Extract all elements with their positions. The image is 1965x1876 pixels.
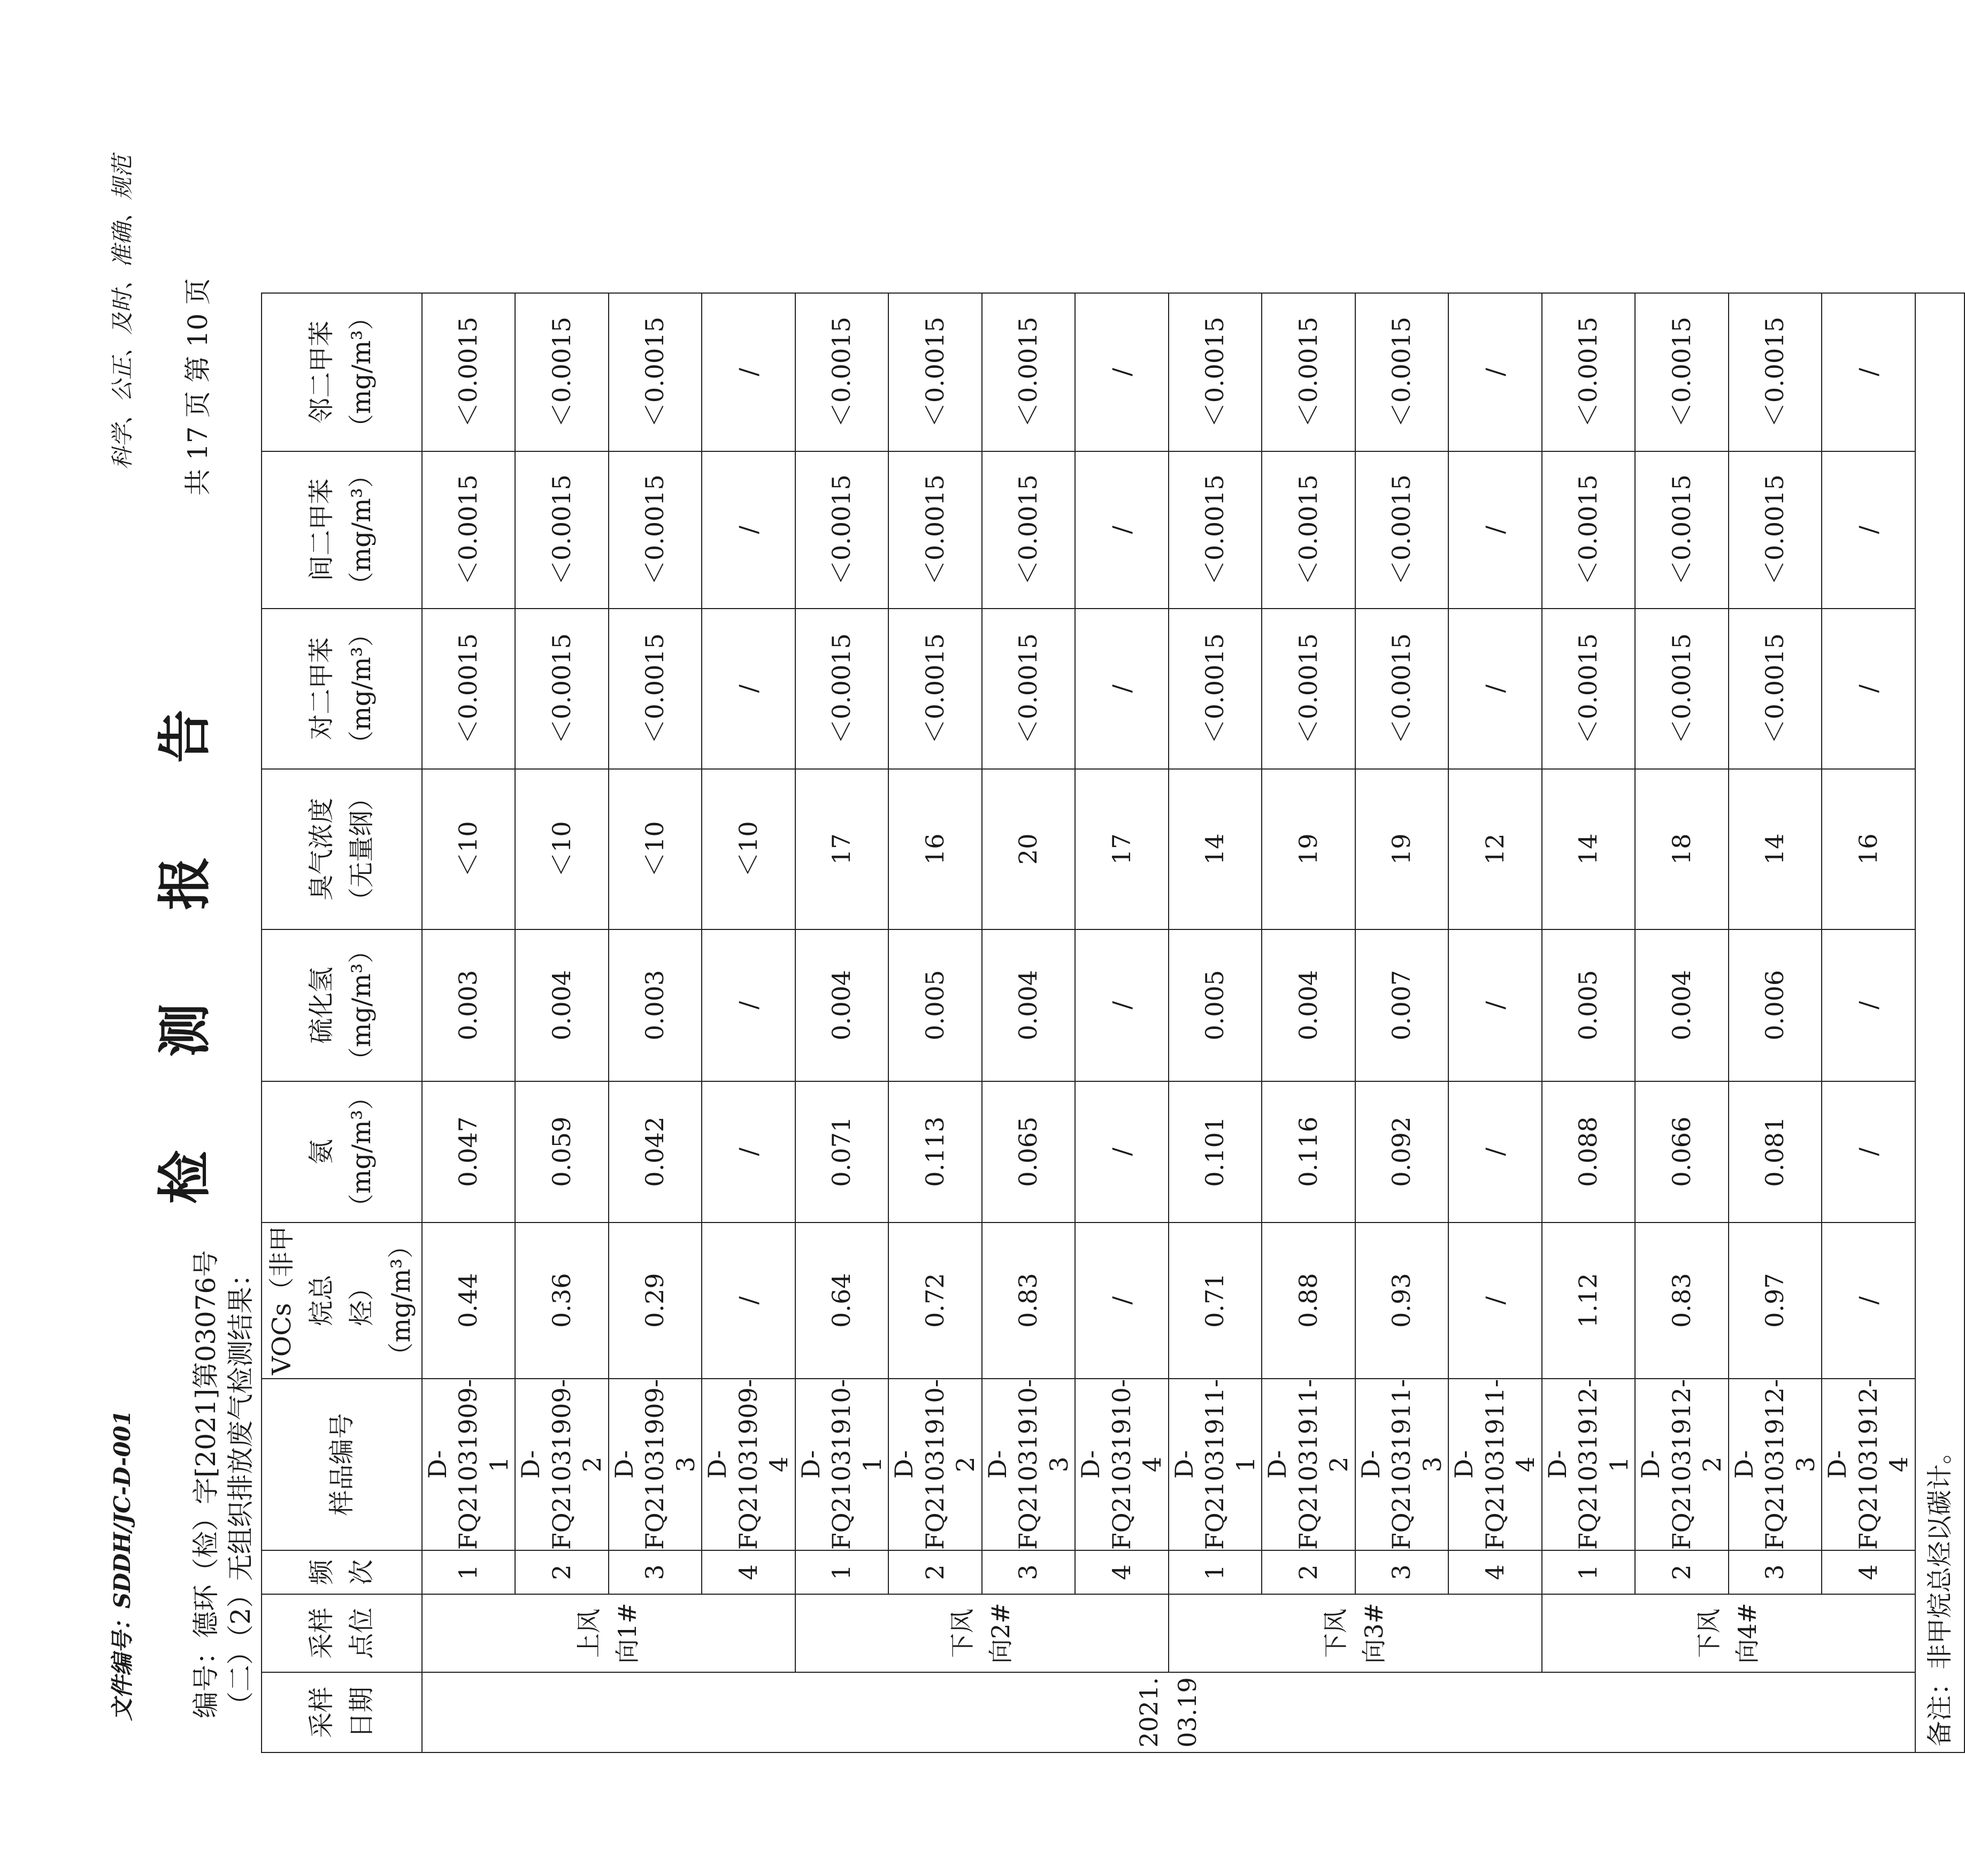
m-xylene-cell: ＜0.0015	[1729, 451, 1822, 609]
ammonia-cell: 0.066	[1635, 1081, 1729, 1223]
table-row	[1822, 293, 1915, 1752]
table-row	[1729, 293, 1822, 1752]
table-row	[1635, 293, 1729, 1752]
p-xylene-cell: ＜0.0015	[1262, 609, 1355, 769]
vocs-cell: 0.88	[1262, 1223, 1355, 1379]
ammonia-cell: 0.059	[515, 1081, 609, 1223]
page-counter: 共 17 页 第 10 页	[182, 278, 213, 496]
frequency-cell: 2	[1635, 1550, 1729, 1594]
vocs-cell: 0.83	[1635, 1223, 1729, 1379]
h2s-cell: /	[702, 929, 795, 1081]
table-row	[609, 293, 702, 1752]
sample-id-cell: D-FQ21031910-3	[982, 1379, 1076, 1550]
header-cell: 采样 日期	[262, 1672, 422, 1752]
odor-cell: 19	[1262, 769, 1355, 929]
m-xylene-cell: ＜0.0015	[515, 451, 609, 609]
frequency-cell: 2	[515, 1550, 609, 1594]
ammonia-cell: 0.081	[1729, 1081, 1822, 1223]
odor-cell: 12	[1448, 769, 1542, 929]
sample-id-cell: D-FQ21031912-1	[1542, 1379, 1636, 1550]
m-xylene-cell: ＜0.0015	[609, 451, 702, 609]
vocs-cell: 0.36	[515, 1223, 609, 1379]
frequency-cell: 1	[1542, 1550, 1636, 1594]
odor-cell: ＜10	[609, 769, 702, 929]
o-xylene-cell: ＜0.0015	[515, 293, 609, 451]
frequency-cell: 3	[1729, 1550, 1822, 1594]
ammonia-cell: 0.088	[1542, 1081, 1636, 1223]
header-cell: 氨 （mg/m³）	[262, 1081, 422, 1223]
header-cell: 邻二甲苯 （mg/m³）	[262, 293, 422, 451]
header-cell: 采样 点位	[262, 1594, 422, 1672]
vocs-cell: /	[702, 1223, 795, 1379]
vocs-cell: 1.12	[1542, 1223, 1636, 1379]
p-xylene-cell: ＜0.0015	[609, 609, 702, 769]
sampling-point-cell: 下风 向4#	[1542, 1594, 1915, 1672]
table-header-row	[262, 293, 422, 1752]
sample-id-cell: D-FQ21031911-2	[1262, 1379, 1355, 1550]
ammonia-cell: 0.116	[1262, 1081, 1355, 1223]
header-cell: 臭气浓度 （无量纲）	[262, 769, 422, 929]
o-xylene-cell: ＜0.0015	[1169, 293, 1262, 451]
sample-id-cell: D-FQ21031910-2	[888, 1379, 982, 1550]
ammonia-cell: 0.071	[795, 1081, 889, 1223]
header-cell: 硫化氢 （mg/m³）	[262, 929, 422, 1081]
sampling-point-cell: 上风 向1#	[422, 1594, 795, 1672]
odor-cell: 14	[1729, 769, 1822, 929]
vocs-cell: /	[1822, 1223, 1915, 1379]
odor-cell: 16	[1822, 769, 1915, 929]
frequency-cell: 4	[1822, 1550, 1915, 1594]
odor-cell: 17	[795, 769, 889, 929]
odor-cell: 19	[1355, 769, 1449, 929]
header-cell: 频 次	[262, 1550, 422, 1594]
sample-id-cell: D-FQ21031912-2	[1635, 1379, 1729, 1550]
frequency-cell: 4	[1075, 1550, 1169, 1594]
remark-row	[1915, 293, 1964, 1752]
sample-id-cell: D-FQ21031912-4	[1822, 1379, 1915, 1550]
table-row	[702, 293, 795, 1752]
sample-id-cell: D-FQ21031909-1	[422, 1379, 516, 1550]
h2s-cell: 0.005	[888, 929, 982, 1081]
table-row	[422, 293, 516, 1752]
table-row	[1169, 293, 1262, 1752]
o-xylene-cell: /	[1822, 293, 1915, 451]
h2s-cell: 0.004	[515, 929, 609, 1081]
o-xylene-cell: ＜0.0015	[1355, 293, 1449, 451]
odor-cell: 14	[1169, 769, 1262, 929]
h2s-cell: /	[1075, 929, 1169, 1081]
vocs-cell: 0.71	[1169, 1223, 1262, 1379]
h2s-cell: 0.007	[1355, 929, 1449, 1081]
o-xylene-cell: ＜0.0015	[888, 293, 982, 451]
ammonia-cell: /	[1448, 1081, 1542, 1223]
frequency-cell: 4	[1448, 1550, 1542, 1594]
m-xylene-cell: ＜0.0015	[795, 451, 889, 609]
page-title: 检 测 报 告	[153, 672, 216, 1204]
m-xylene-cell: ＜0.0015	[1169, 451, 1262, 609]
ammonia-cell: 0.065	[982, 1081, 1076, 1223]
sample-id-cell: D-FQ21031911-3	[1355, 1379, 1449, 1550]
o-xylene-cell: ＜0.0015	[422, 293, 516, 451]
frequency-cell: 2	[888, 1550, 982, 1594]
sample-id-cell: D-FQ21031909-3	[609, 1379, 702, 1550]
h2s-cell: /	[1448, 929, 1542, 1081]
sample-id-cell: D-FQ21031910-4	[1075, 1379, 1169, 1550]
m-xylene-cell: /	[1448, 451, 1542, 609]
m-xylene-cell: /	[1075, 451, 1169, 609]
table-row	[982, 293, 1076, 1752]
frequency-cell: 1	[422, 1550, 516, 1594]
file-number: 文件编号：SDDH/JC-D-001	[109, 1410, 135, 1721]
o-xylene-cell: ＜0.0015	[1262, 293, 1355, 451]
h2s-cell: 0.004	[1262, 929, 1355, 1081]
sample-id-cell: D-FQ21031909-4	[702, 1379, 795, 1550]
odor-cell: ＜10	[515, 769, 609, 929]
o-xylene-cell: ＜0.0015	[982, 293, 1076, 451]
frequency-cell: 1	[1169, 1550, 1262, 1594]
p-xylene-cell: ＜0.0015	[1169, 609, 1262, 769]
vocs-cell: 0.44	[422, 1223, 516, 1379]
o-xylene-cell: ＜0.0015	[1542, 293, 1636, 451]
h2s-cell: 0.003	[422, 929, 516, 1081]
header-cell: 对二甲苯 （mg/m³）	[262, 609, 422, 769]
table-row	[1355, 293, 1449, 1752]
p-xylene-cell: ＜0.0015	[1635, 609, 1729, 769]
m-xylene-cell: ＜0.0015	[1262, 451, 1355, 609]
ammonia-cell: 0.092	[1355, 1081, 1449, 1223]
frequency-cell: 3	[609, 1550, 702, 1594]
p-xylene-cell: ＜0.0015	[422, 609, 516, 769]
odor-cell: 20	[982, 769, 1076, 929]
ammonia-cell: 0.101	[1169, 1081, 1262, 1223]
h2s-cell: 0.005	[1169, 929, 1262, 1081]
o-xylene-cell: /	[1075, 293, 1169, 451]
sample-id-cell: D-FQ21031912-3	[1729, 1379, 1822, 1550]
p-xylene-cell: ＜0.0015	[888, 609, 982, 769]
m-xylene-cell: /	[1822, 451, 1915, 609]
frequency-cell: 3	[1355, 1550, 1449, 1594]
ammonia-cell: 0.047	[422, 1081, 516, 1223]
o-xylene-cell: ＜0.0015	[795, 293, 889, 451]
sample-id-cell: D-FQ21031911-4	[1448, 1379, 1542, 1550]
vocs-cell: 0.83	[982, 1223, 1076, 1379]
o-xylene-cell: ＜0.0015	[1635, 293, 1729, 451]
p-xylene-cell: ＜0.0015	[1729, 609, 1822, 769]
odor-cell: 14	[1542, 769, 1636, 929]
h2s-cell: 0.004	[982, 929, 1076, 1081]
h2s-cell: /	[1822, 929, 1915, 1081]
m-xylene-cell: ＜0.0015	[982, 451, 1076, 609]
vocs-cell: /	[1448, 1223, 1542, 1379]
o-xylene-cell: /	[1448, 293, 1542, 451]
p-xylene-cell: ＜0.0015	[1542, 609, 1636, 769]
frequency-cell: 2	[1262, 1550, 1355, 1594]
o-xylene-cell: ＜0.0015	[1729, 293, 1822, 451]
remark: 备注：非甲烷总烃以碳计。	[1915, 293, 1964, 1752]
table-row	[515, 293, 609, 1752]
sample-id-cell: D-FQ21031910-1	[795, 1379, 889, 1550]
ammonia-cell: /	[1822, 1081, 1915, 1223]
vocs-cell: /	[1075, 1223, 1169, 1379]
frequency-cell: 3	[982, 1550, 1076, 1594]
frequency-cell: 1	[795, 1550, 889, 1594]
h2s-cell: 0.006	[1729, 929, 1822, 1081]
sampling-point-cell: 下风 向3#	[1169, 1594, 1542, 1672]
p-xylene-cell: /	[1822, 609, 1915, 769]
sample-id-cell: D-FQ21031911-1	[1169, 1379, 1262, 1550]
p-xylene-cell: /	[1448, 609, 1542, 769]
p-xylene-cell: ＜0.0015	[1355, 609, 1449, 769]
table-row	[888, 293, 982, 1752]
table-row	[1542, 293, 1636, 1752]
p-xylene-cell: /	[702, 609, 795, 769]
section-heading: （二）（2）无组织排放废气检测结果：	[225, 1260, 256, 1718]
ammonia-cell: 0.042	[609, 1081, 702, 1223]
odor-cell: 17	[1075, 769, 1169, 929]
table-body	[422, 293, 1964, 1752]
odor-cell: ＜10	[702, 769, 795, 929]
table-row	[1262, 293, 1355, 1752]
p-xylene-cell: ＜0.0015	[795, 609, 889, 769]
p-xylene-cell: /	[1075, 609, 1169, 769]
table-row	[1075, 293, 1169, 1752]
p-xylene-cell: ＜0.0015	[515, 609, 609, 769]
report-number: 编号：德环（检）字[2021]第03076号	[190, 1250, 221, 1718]
header-cell: VOCs（非甲烷总 烃）（mg/m³）	[262, 1223, 422, 1379]
sample-id-cell: D-FQ21031909-2	[515, 1379, 609, 1550]
odor-cell: 16	[888, 769, 982, 929]
results-table	[261, 293, 1965, 1753]
m-xylene-cell: ＜0.0015	[422, 451, 516, 609]
h2s-cell: 0.004	[795, 929, 889, 1081]
table-row	[795, 293, 889, 1752]
vocs-cell: 0.93	[1355, 1223, 1449, 1379]
m-xylene-cell: ＜0.0015	[888, 451, 982, 609]
odor-cell: ＜10	[422, 769, 516, 929]
o-xylene-cell: /	[702, 293, 795, 451]
ammonia-cell: /	[1075, 1081, 1169, 1223]
sampling-point-cell: 下风 向2#	[795, 1594, 1169, 1672]
h2s-cell: 0.004	[1635, 929, 1729, 1081]
m-xylene-cell: /	[702, 451, 795, 609]
header-cell: 样品编号	[262, 1379, 422, 1550]
vocs-cell: 0.97	[1729, 1223, 1822, 1379]
header-cell: 间二甲苯 （mg/m³）	[262, 451, 422, 609]
vocs-cell: 0.72	[888, 1223, 982, 1379]
ammonia-cell: 0.113	[888, 1081, 982, 1223]
odor-cell: 18	[1635, 769, 1729, 929]
vocs-cell: 0.29	[609, 1223, 702, 1379]
o-xylene-cell: ＜0.0015	[609, 293, 702, 451]
m-xylene-cell: ＜0.0015	[1635, 451, 1729, 609]
h2s-cell: 0.003	[609, 929, 702, 1081]
h2s-cell: 0.005	[1542, 929, 1636, 1081]
frequency-cell: 4	[702, 1550, 795, 1594]
vocs-cell: 0.64	[795, 1223, 889, 1379]
p-xylene-cell: ＜0.0015	[982, 609, 1076, 769]
ammonia-cell: /	[702, 1081, 795, 1223]
table-row	[1448, 293, 1542, 1752]
m-xylene-cell: ＜0.0015	[1542, 451, 1636, 609]
m-xylene-cell: ＜0.0015	[1355, 451, 1449, 609]
motto: 科学、公正、及时、准确、规范	[109, 155, 135, 470]
sampling-date-cell: 2021. 03.19	[422, 1672, 1915, 1752]
